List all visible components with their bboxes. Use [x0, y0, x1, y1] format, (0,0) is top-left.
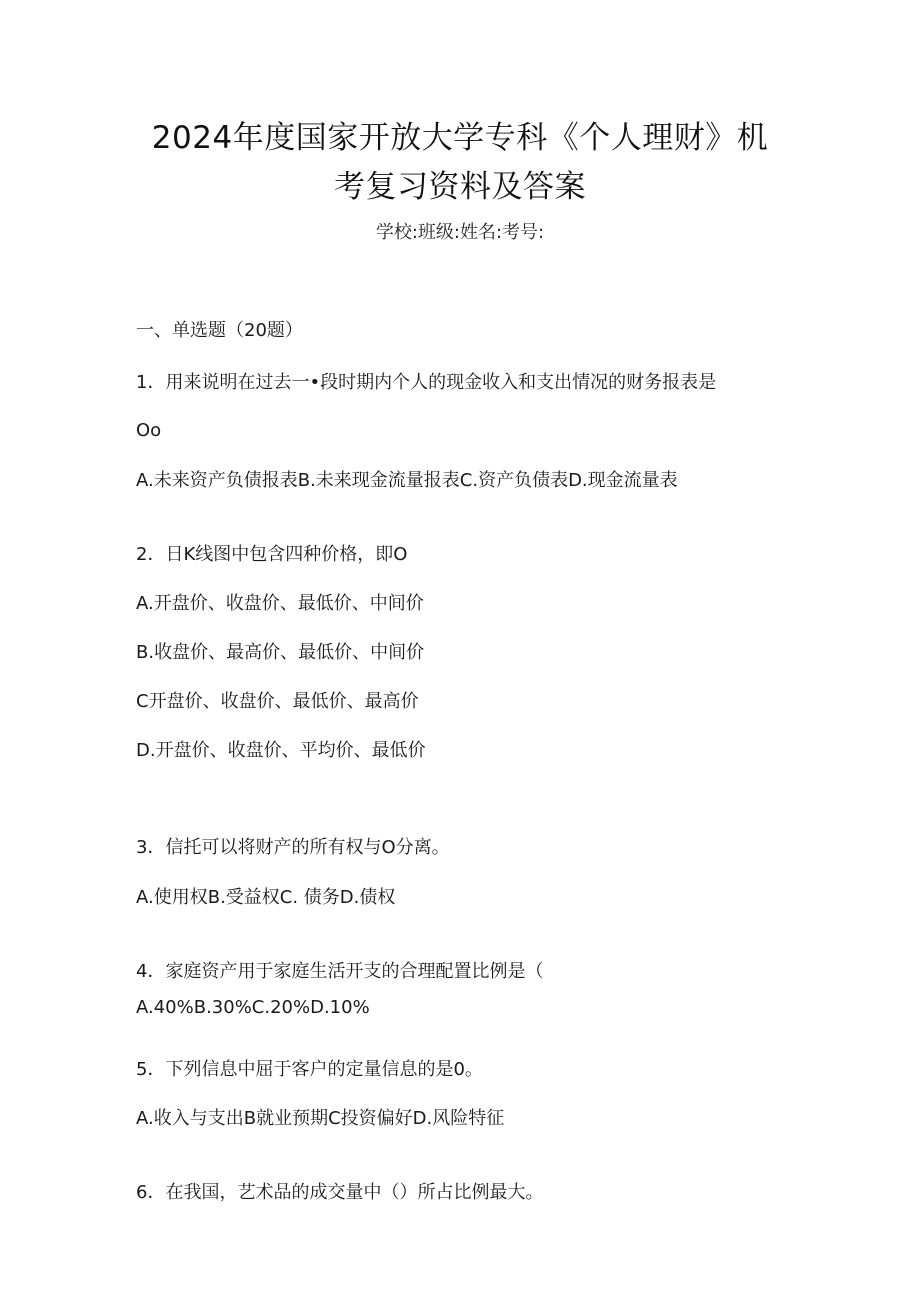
question-1-stem: 1．用来说明在过去一•段时期内个人的现金收入和支出情况的财务报表是 — [136, 372, 717, 393]
question-1-stem-continued: Oo — [136, 420, 162, 441]
question-5-options: A.收入与支出B就业预期C投资偏好D.风险特征 — [136, 1108, 505, 1129]
question-3-options: A.使用权B.受益权C. 债务D.债权 — [136, 887, 396, 908]
document-title-line-2: 考复习资料及答案 — [334, 169, 586, 205]
question-1-options: A.未来资产负债报表B.未来现金流量报表C.资产负债表D.现金流量表 — [136, 470, 678, 491]
question-6-stem: 6．在我国，艺术品的成交量中（）所占比例最大。 — [136, 1182, 544, 1203]
question-4-options: A.40%B.30%C.20%D.10% — [136, 997, 370, 1018]
question-2-option-c: C开盘价、收盘价、最低价、最高价 — [136, 691, 419, 712]
document-title-line-1: 2024年度国家开放大学专科《个人理财》机 — [151, 120, 769, 156]
question-2-option-a: A.开盘价、收盘价、最低价、中间价 — [136, 593, 424, 614]
question-4-stem: 4．家庭资产用于家庭生活开支的合理配置比例是（ — [136, 961, 544, 982]
question-2-option-d: D.开盘价、收盘价、平均价、最低价 — [136, 740, 426, 761]
question-2-stem: 2．日K线图中包含四种价格，即O — [136, 544, 408, 565]
section-heading: 一、单选题（20题） — [136, 320, 303, 341]
question-2-option-b: B.收盘价、最高价、最低价、中间价 — [136, 642, 425, 663]
question-5-stem: 5．下列信息中屈于客户的定量信息的是0。 — [136, 1059, 483, 1080]
student-info-line: 学校:班级:姓名:考号: — [375, 222, 545, 243]
question-3-stem: 3．信托可以将财产的所有权与O分离。 — [136, 837, 450, 858]
